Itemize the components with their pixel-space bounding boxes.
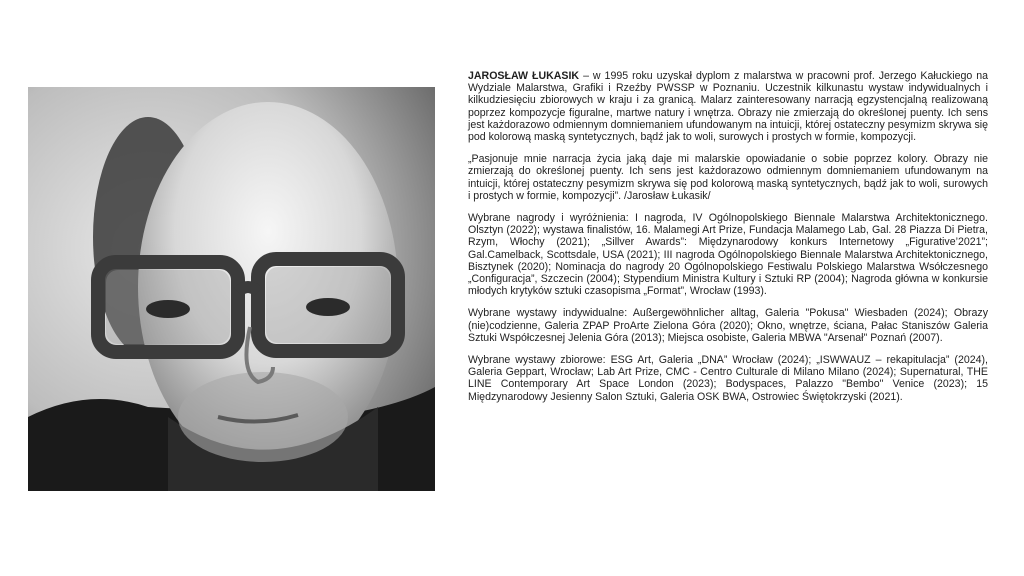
group-exhibitions-paragraph: Wybrane wystawy zbiorowe: ESG Art, Galeria „DNA” Wrocław (2024); „ISWWAUZ – rekapitulacja” (2024), Galeria Geppart, Wrocław; Lab Art Prize, CMC - Centro Culturale di Milano Milano (2024); Supernatural, THE LINE Contemporary Art Space London (2023); Bodyspaces, Palazzo "Bembo" Venice (2023); 15 Międzynarodowy Jesienny Salon Sztuki, Galeria OSK BWA, Ostrowiec Świętokrzyski (2021). (468, 354, 988, 403)
bio-text-column (468, 70, 988, 413)
artist-name: JAROSŁAW ŁUKASIK (468, 70, 580, 82)
bio-intro: – w 1995 roku uzyskał dyplom z malarstwa w pracowni prof. Jerzego Kałuckiego na Wydziale Malarstwa, Grafiki i Rzeźby PWSSP w Poznaniu. Uczestnik kilkunastu wystaw indywidualnych i kilkudziesięciu zbiorowych w kraju i za granicą. Malarz zainteresowany narracją egzystencjalną realizowaną poprzez kompozycje figuralne, martwe natury i wnętrza. Obrazy nie zmierzają do określonej puenty. Ich sens jest każdorazowo odmiennym domniemaniem ufundowanym na intuicji, której ostateczny pesymizm skrywa się pod kolorową maską syntetycznych, bądź jak to woli, surowych i prostych w formie, kompozycji. (468, 70, 988, 144)
solo-exhibitions-paragraph: Wybrane wystawy indywidualne: Außergewöhnlicher alltag, Galeria "Pokusa" Wiesbaden (2024); Obrazy (nie)codzienne, Galeria ZPAP ProArte Zielona Góra (2020); Okno, wnętrze, ściana, Pałac Staniszów Galeria Sztuki Współczesnej Jelenia Góra (2013); Miejsca osobiste, Galeria MBWA "Arsenał" Poznań (2007). (468, 307, 988, 344)
artist-quote: „Pasjonuje mnie narracja życia jaką daje mi malarskie opowiadanie o sobie poprzez kolory. Obrazy nie zmierzają do określonej puenty. Ich sens jest każdorazowo odmiennym domniemaniem ufundowanym na intuicji, której ostateczny pesymizm skrywa się pod kolorową maską syntetycznych, bądź jak to woli, surowych i prostych w formie, kompozycji”. /Jarosław Łukasik/ (468, 153, 988, 202)
portrait-photo (28, 87, 435, 491)
awards-paragraph: Wybrane nagrody i wyróżnienia: I nagroda, IV Ogólnopolskiego Biennale Malarstwa Architektonicznego. Olsztyn (2022); wystawa finalistów, 16. Malamegi Art Prize, Fundacja Malamego Lab, Gal. 28 Piazza Di Pietra, Rzym, Włochy (2021); „Sillver Awards”: Międzynarodowy konkurs Internetowy „Figurative’2021”; Gal.Camelback, Scottsdale, USA (2021); III nagroda Ogólnopolskiego Biennale Malarstwa Architektonicznego, Bisztynek (2020); Nominacja do nagrody 20 Ogólnopolskiego Festiwalu Polskiego Malarstwa Wsółczesnego „Configuracja”, Szczecin (2004); Stypendium Ministra Kultury i Sztuki RP (2004); Nagroda główna w konkursie młodych krytyków sztuki czasopisma „Format”, Wrocław (1993). (468, 212, 988, 298)
portrait-illustration (28, 87, 435, 491)
bio-paragraph (468, 70, 988, 143)
